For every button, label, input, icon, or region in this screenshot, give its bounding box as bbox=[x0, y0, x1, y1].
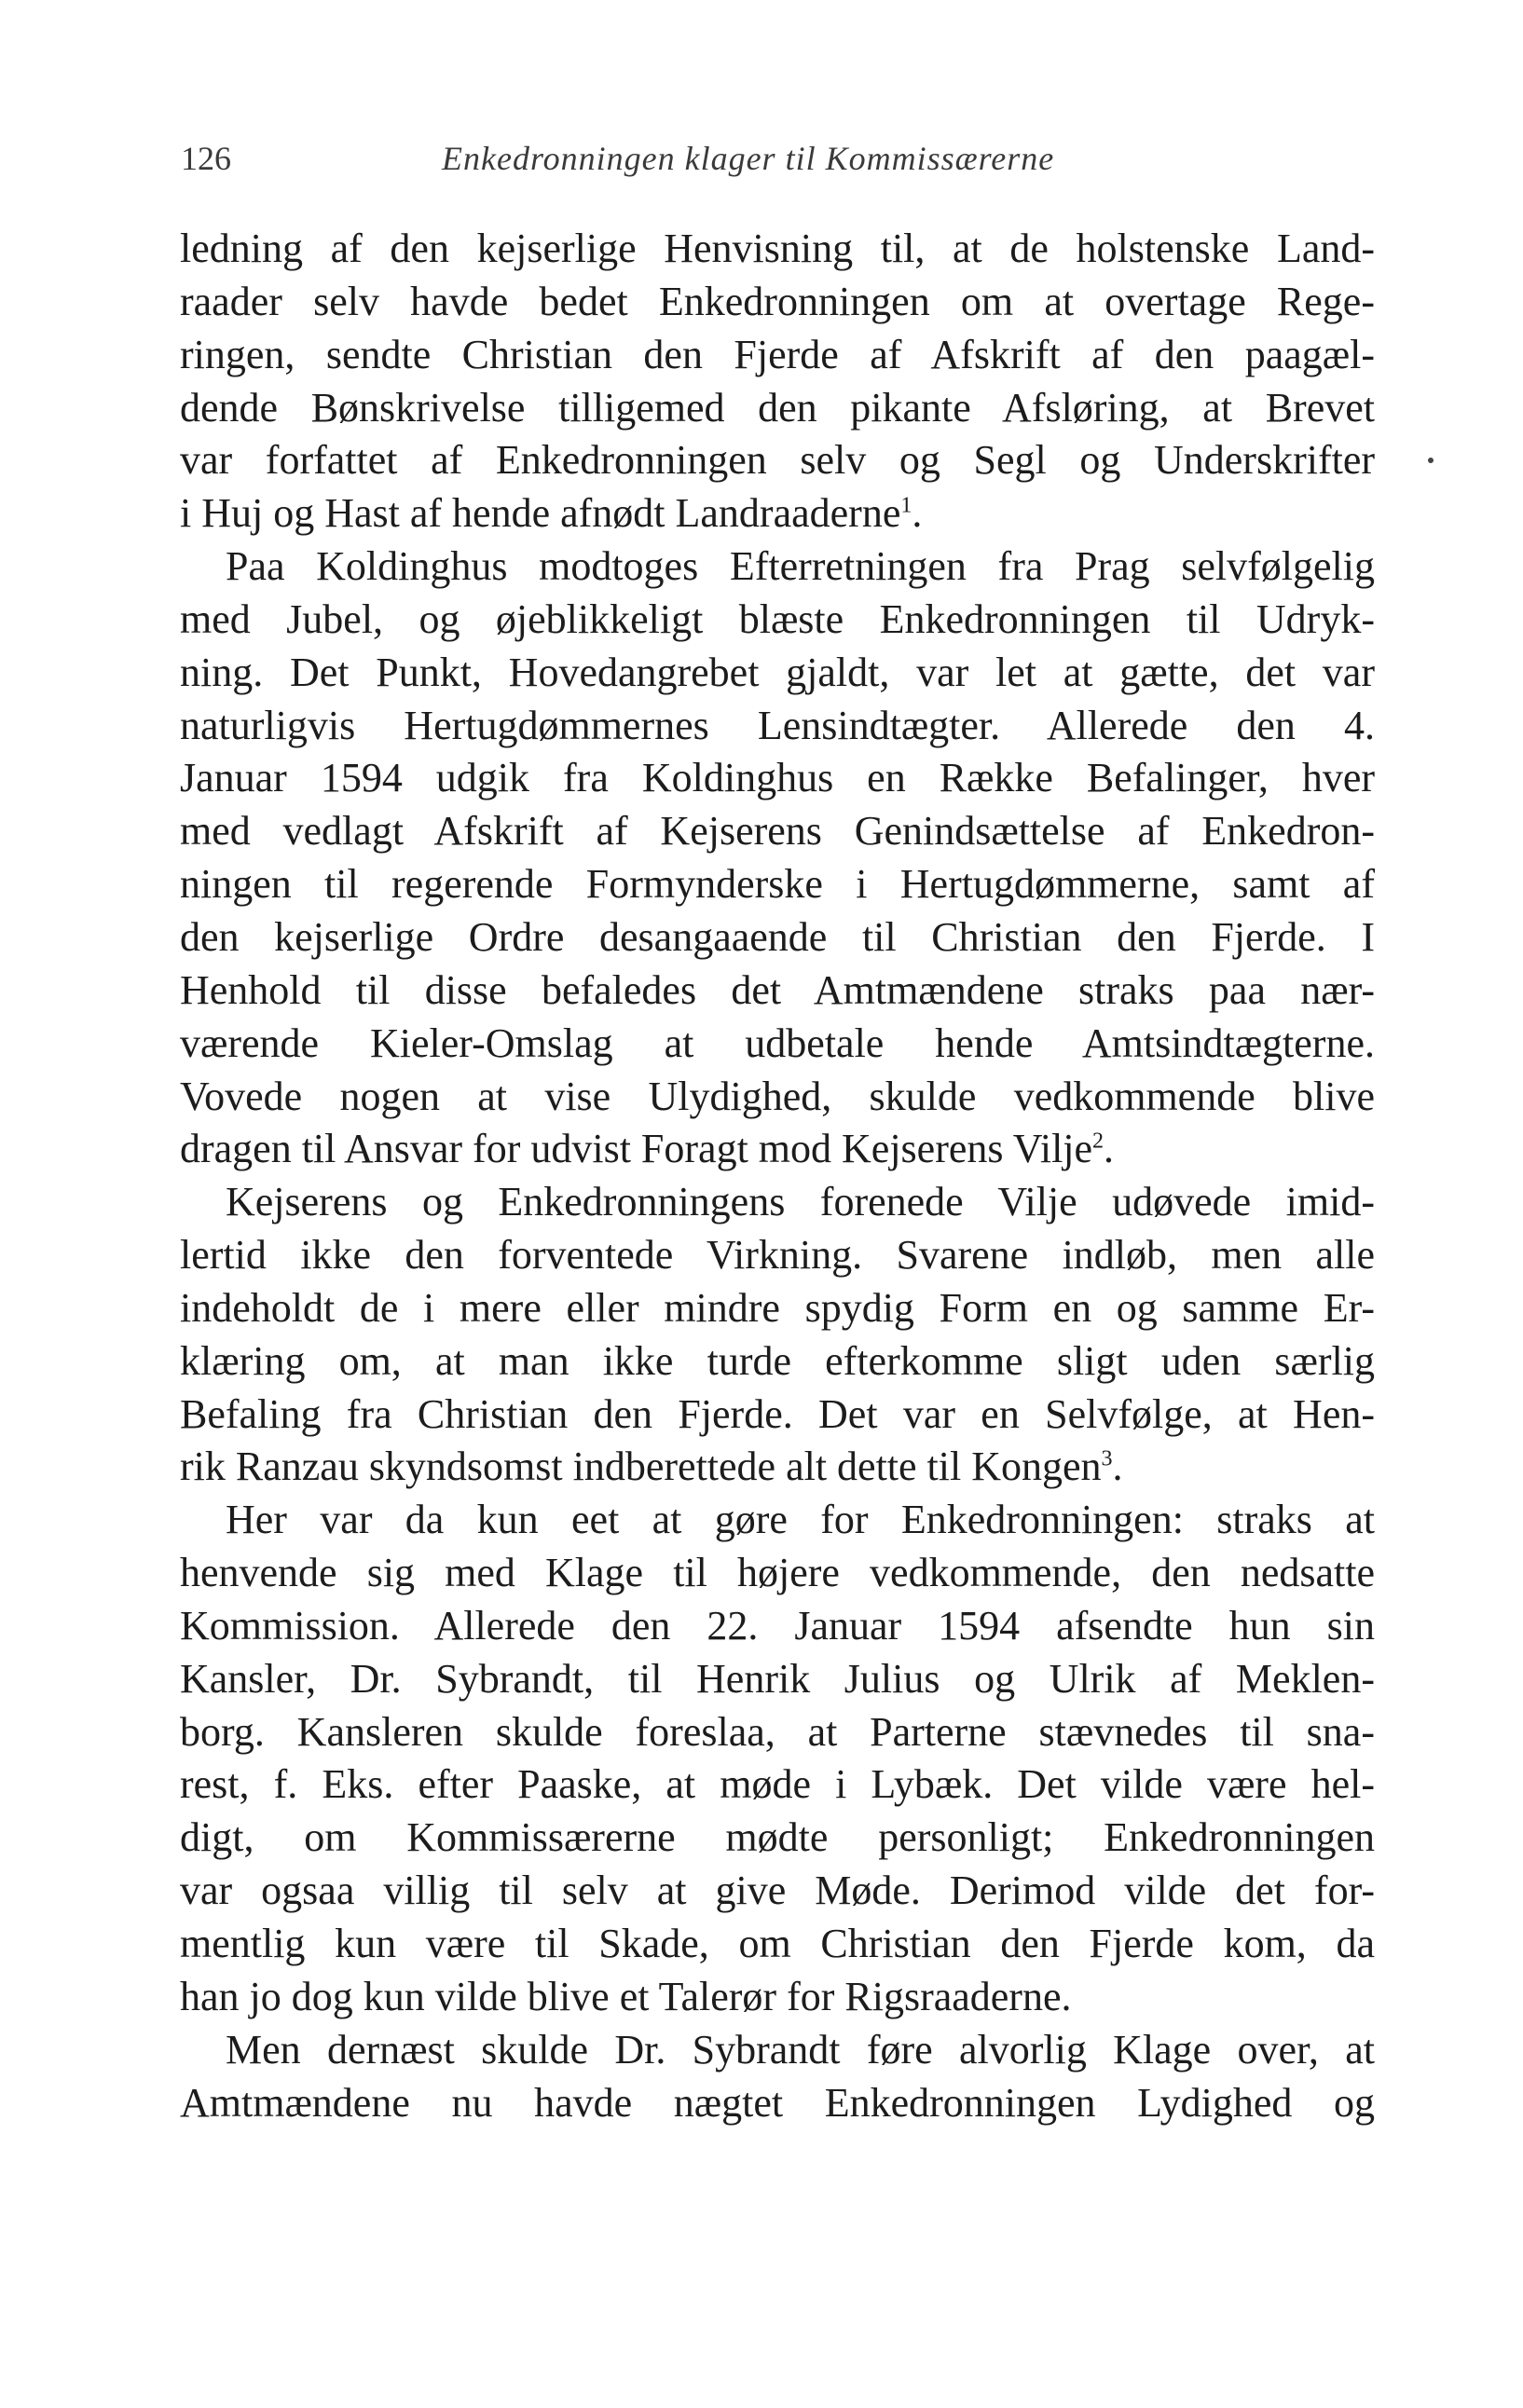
text-line bbox=[180, 1018, 1375, 1071]
line-text: klæring om, at man ikke turde efterkomme sligt uden særlig bbox=[180, 1337, 1375, 1384]
text-line bbox=[180, 1071, 1375, 1124]
line-text: ning. Det Punkt, Hovedangrebet gjaldt, var let at gætte, det var bbox=[180, 649, 1375, 695]
text-line bbox=[180, 434, 1375, 487]
line-text: med Jubel, og øjeblikkeligt blæste Enkedronningen til Udryk- bbox=[180, 595, 1375, 642]
line-text: rik Ranzau skyndsomst indberettede alt dette til Kongen bbox=[180, 1443, 1102, 1490]
running-head bbox=[181, 140, 1374, 177]
line-text: digt, om Kommissærerne mødte personligt; Enkedronningen bbox=[180, 1814, 1375, 1861]
text-line bbox=[180, 1229, 1375, 1282]
footnote-reference: 3 bbox=[1101, 1446, 1113, 1471]
text-line bbox=[180, 1547, 1375, 1600]
text-line bbox=[180, 487, 1375, 540]
line-text: med vedlagt Afskrift af Kejserens Genindsættelse af Enkedron- bbox=[180, 808, 1375, 855]
line-text: raader selv havde bedet Enkedronningen om at overtage Rege- bbox=[180, 278, 1375, 324]
line-text: var ogsaa villig til selv at give Møde. Derimod vilde det for- bbox=[180, 1868, 1375, 1914]
text-line bbox=[180, 1176, 1375, 1229]
text-line bbox=[180, 1123, 1375, 1176]
text-line bbox=[180, 805, 1375, 858]
line-text: rest, f. Eks. efter Paaske, at møde i Lybæk. Det vilde være hel- bbox=[180, 1761, 1375, 1808]
line-text: Befaling fra Christian den Fjerde. Det var en Selvfølge, at Hen- bbox=[180, 1390, 1375, 1437]
line-text: indeholdt de i mere eller mindre spydig Form en og samme Er- bbox=[180, 1284, 1375, 1331]
text-line bbox=[180, 752, 1375, 805]
text-line bbox=[180, 1758, 1375, 1812]
text-line bbox=[180, 700, 1375, 753]
text-line bbox=[180, 1389, 1375, 1442]
text-line bbox=[180, 1971, 1375, 2024]
text-line bbox=[180, 965, 1375, 1018]
line-text: Henhold til disse befaledes det Amtmændene straks paa nær- bbox=[180, 966, 1375, 1013]
line-text: Vovede nogen at vise Ulydighed, skulde vedkommende blive bbox=[180, 1073, 1375, 1119]
margin-mark bbox=[1428, 458, 1434, 463]
text-line bbox=[180, 1706, 1375, 1759]
line-text: lertid ikke den forventede Virkning. Svarene indløb, men alle bbox=[180, 1232, 1375, 1279]
line-text: Amtmændene nu havde nægtet Enkedronningen Lydighed og bbox=[180, 2079, 1375, 2126]
text-line bbox=[180, 1918, 1375, 1971]
line-text: han jo dog kun vilde blive et Talerør for Rigsraaderne. bbox=[180, 1973, 1072, 2019]
line-punctuation: . bbox=[1104, 1126, 1115, 1172]
text-line bbox=[180, 223, 1375, 276]
line-text: Kejserens og Enkedronningens forenede Vilje udøvede imid- bbox=[226, 1179, 1375, 1225]
body-text bbox=[180, 223, 1375, 2129]
text-line bbox=[180, 1335, 1375, 1389]
line-text: var forfattet af Enkedronningen selv og Segl og Underskrifter bbox=[180, 437, 1375, 484]
line-text: Men dernæst skulde Dr. Sybrandt føre alvorlig Klage over, at bbox=[226, 2026, 1375, 2073]
line-text: Her var da kun eet at gøre for Enkedronningen: straks at bbox=[226, 1497, 1375, 1543]
page-number: 126 bbox=[181, 140, 231, 177]
line-text: den kejserlige Ordre desangaaende til Christian den Fjerde. I bbox=[180, 913, 1375, 960]
text-line bbox=[180, 1812, 1375, 1865]
text-line bbox=[180, 1600, 1375, 1653]
text-line bbox=[180, 2077, 1375, 2130]
line-text: borg. Kansleren skulde foreslaa, at Parterne stævnedes til sna- bbox=[180, 1708, 1375, 1755]
footnote-reference: 2 bbox=[1092, 1129, 1105, 1154]
text-line bbox=[180, 1441, 1375, 1494]
line-text: ningen til regerende Formynderske i Hertugdømmerne, samt af bbox=[180, 861, 1375, 908]
text-line bbox=[180, 911, 1375, 965]
line-text: Januar 1594 udgik fra Koldinghus en Række Befalinger, hver bbox=[180, 755, 1375, 801]
text-line bbox=[180, 1653, 1375, 1706]
text-line bbox=[180, 382, 1375, 435]
text-line bbox=[180, 647, 1375, 700]
text-line bbox=[180, 1865, 1375, 1918]
line-text: naturligvis Hertugdømmernes Lensindtægter. Allerede den 4. bbox=[180, 702, 1375, 748]
text-line bbox=[180, 540, 1375, 594]
text-line bbox=[180, 2024, 1375, 2077]
text-line bbox=[180, 276, 1375, 329]
text-line bbox=[180, 1282, 1375, 1335]
text-line bbox=[180, 329, 1375, 382]
line-text: værende Kieler-Omslag at udbetale hende Amtsindtægterne. bbox=[180, 1019, 1375, 1066]
line-punctuation: . bbox=[1112, 1443, 1123, 1490]
line-text: dragen til Ansvar for udvist Foragt mod Kejserens Vilje bbox=[180, 1126, 1093, 1172]
line-text: Paa Koldinghus modtoges Efterretningen fra Prag selvfølgelig bbox=[226, 543, 1375, 590]
text-line bbox=[180, 858, 1375, 911]
running-title: Enkedronningen klager til Kommissærerne bbox=[442, 140, 1055, 177]
line-text: Kommission. Allerede den 22. Januar 1594 afsendte hun sin bbox=[180, 1602, 1375, 1649]
text-line bbox=[180, 1494, 1375, 1547]
line-text: i Huj og Hast af hende afnødt Landraaderne bbox=[180, 490, 901, 537]
line-punctuation: . bbox=[912, 490, 923, 537]
line-text: ledning af den kejserlige Henvisning til, at de holstenske Land- bbox=[180, 226, 1375, 271]
line-text: dende Bønskrivelse tilligemed den pikante Afsløring, at Brevet bbox=[180, 384, 1375, 431]
footnote-reference: 1 bbox=[900, 493, 912, 518]
line-text: mentlig kun være til Skade, om Christian den Fjerde kom, da bbox=[180, 1921, 1375, 1966]
line-text: henvende sig med Klage til højere vedkommende, den nedsatte bbox=[180, 1550, 1375, 1596]
line-text: ringen, sendte Christian den Fjerde af Afskrift af den paagæl- bbox=[180, 331, 1375, 377]
line-text: Kansler, Dr. Sybrandt, til Henrik Julius og Ulrik af Meklen- bbox=[180, 1655, 1375, 1702]
text-line bbox=[180, 594, 1375, 647]
